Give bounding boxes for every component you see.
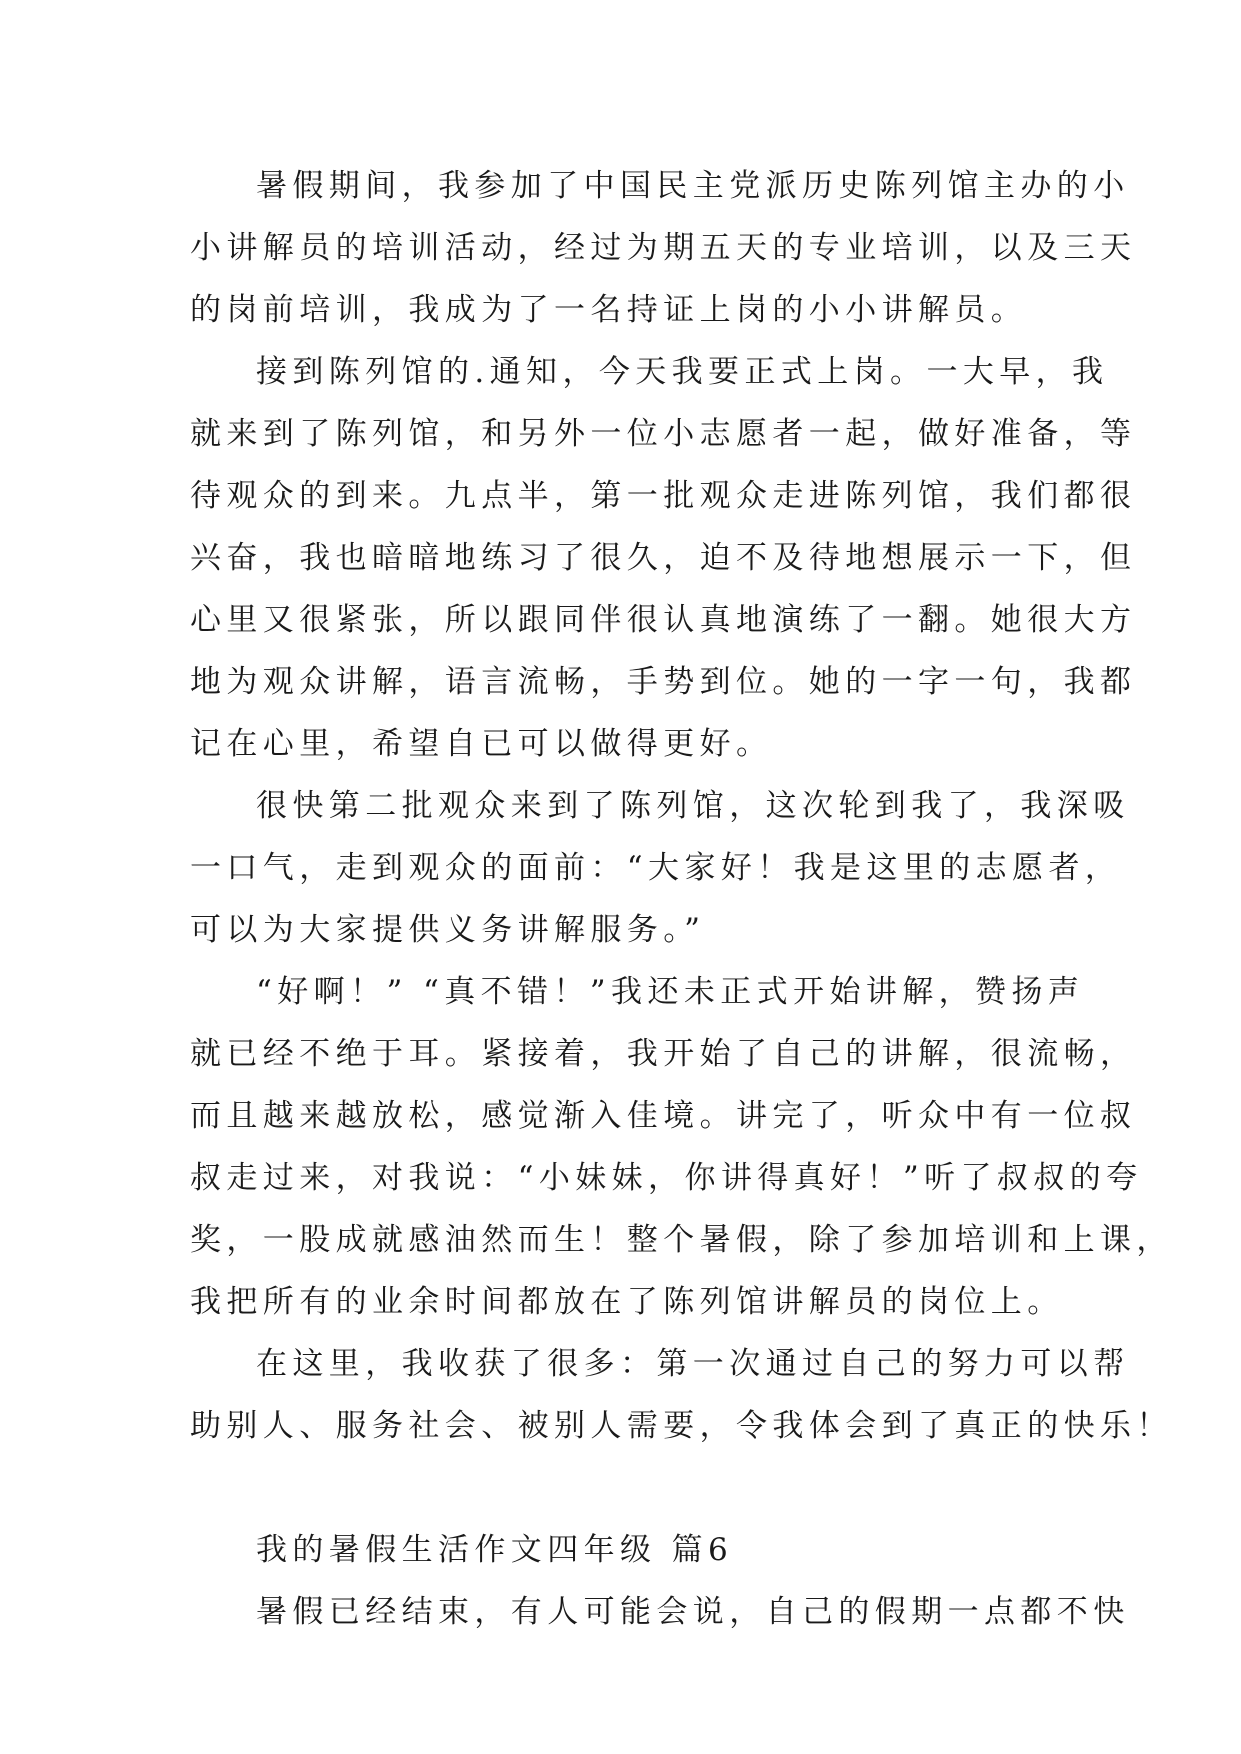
paragraph-5-line-1: 在这里，我收获了很多：第一次通过自己的努力可以帮 xyxy=(256,1346,1130,1382)
paragraph-1-line-2: 小讲解员的培训活动，经过为期五天的专业培训，以及三天 xyxy=(190,230,1137,266)
paragraph-3-line-3: 可以为大家提供义务讲解服务。” xyxy=(190,912,706,948)
paragraph-2-line-2: 就来到了陈列馆，和另外一位小志愿者一起，做好准备，等 xyxy=(190,416,1137,452)
paragraph-4-line-3: 而且越来越放松，感觉渐入佳境。讲完了，听众中有一位叔 xyxy=(190,1098,1137,1134)
paragraph-2-line-1: 接到陈列馆的.通知，今天我要正式上岗。一大早，我 xyxy=(256,354,1109,390)
paragraph-2-line-6: 地为观众讲解，语言流畅，手势到位。她的一字一句，我都 xyxy=(190,664,1137,700)
paragraph-3-line-2: 一口气，走到观众的面前：“大家好！我是这里的志愿者， xyxy=(190,850,1122,886)
paragraph-2-line-3: 待观众的到来。九点半，第一批观众走进陈列馆，我们都很 xyxy=(190,478,1137,514)
section-heading: 我的暑假生活作文四年级 篇6 xyxy=(256,1532,734,1568)
paragraph-4-line-5: 奖，一股成就感油然而生！整个暑假，除了参加培训和上课， xyxy=(190,1222,1173,1258)
paragraph-1-line-1: 暑假期间，我参加了中国民主党派历史陈列馆主办的小 xyxy=(256,168,1130,204)
paragraph-1-line-3: 的岗前培训，我成为了一名持证上岗的小小讲解员。 xyxy=(190,292,1028,328)
paragraph-3-line-1: 很快第二批观众来到了陈列馆，这次轮到我了，我深吸 xyxy=(256,788,1130,824)
paragraph-2-line-5: 心里又很紧张，所以跟同伴很认真地演练了一翻。她很大方 xyxy=(190,602,1137,638)
paragraph-4-line-1: “好啊！” “真不错！”我还未正式开始讲解，赞扬声 xyxy=(256,974,1085,1010)
paragraph-2-line-7: 记在心里，希望自已可以做得更好。 xyxy=(190,726,773,762)
paragraph-5-line-2: 助别人、服务社会、被别人需要，令我体会到了真正的快乐！ xyxy=(190,1408,1173,1444)
paragraph-6-line-1: 暑假已经结束，有人可能会说，自己的假期一点都不快 xyxy=(256,1594,1130,1630)
paragraph-2-line-4: 兴奋，我也暗暗地练习了很久，迫不及待地想展示一下，但 xyxy=(190,540,1137,576)
paragraph-4-line-2: 就已经不绝于耳。紧接着，我开始了自己的讲解，很流畅， xyxy=(190,1036,1137,1072)
paragraph-4-line-4: 叔走过来，对我说：“小妹妹，你讲得真好！”听了叔叔的夸 xyxy=(190,1160,1143,1196)
paragraph-4-line-6: 我把所有的业余时间都放在了陈列馆讲解员的岗位上。 xyxy=(190,1284,1064,1320)
document-page xyxy=(190,155,1173,1643)
section-gap xyxy=(190,1457,1050,1519)
